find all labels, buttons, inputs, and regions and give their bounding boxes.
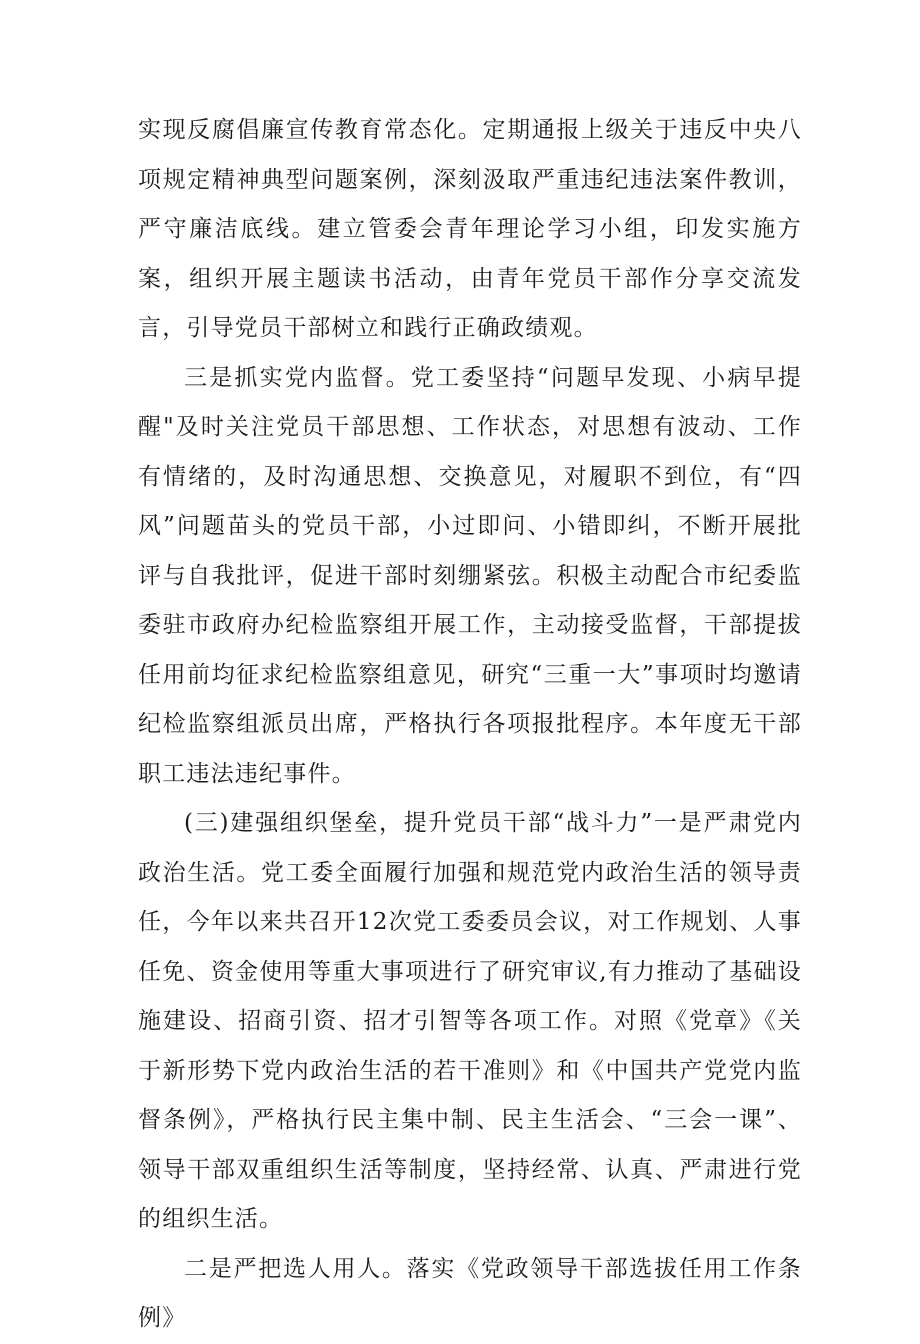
paragraph-party-supervision: 三是抓实党内监督。党工委坚持“问题早发现、小病早提醒"及时关注党员干部思想、工作状态，对思想有波动、工作有情绪的，及时沟通思想、交换意见，对履职不到位，有“四风”问题苗头的党员干部，小过即问、小错即纠，不断开展批评与自我批评，促进干部时刻绷紧弦。积极主动配合市纪委监委驻市政府办纪检监察组开展工作，主动接受监督，干部提拔任用前均征求纪检监察组意见，研究“三重一大”事项时均邀请纪检监察组派员出席，严格执行各项报批程序。本年度无干部职工违法违纪事件。 bbox=[138, 364, 802, 787]
paragraph-personnel-selection: 二是严把选人用人。落实《党政领导干部选拔任用工作条例》 bbox=[138, 1255, 802, 1331]
document-body bbox=[138, 106, 802, 1344]
paragraph-organization-building: (三)建强组织堡垒，提升党员干部“战斗力”一是严肃党内政治生活。党工委全面履行加强和规范党内政治生活的领导责任，今年以来共召开12次党工委委员会议，对工作规划、人事任免、资金使用等重大事项进行了研究审议,有力推动了基础设施建设、招商引资、招才引智等各项工作。对照《党章》《关于新形势下党内政治生活的若干准则》和《中国共产党党内监督条例》，严格执行民主集中制、民主生活会、“三会一课”、领导干部双重组织生活等制度，坚持经常、认真、严肃进行党的组织生活。 bbox=[138, 810, 802, 1232]
paragraph-anti-corruption-education: 实现反腐倡廉宣传教育常态化。定期通报上级关于违反中央八项规定精神典型问题案例，深刻汲取严重违纪违法案件教训，严守廉洁底线。建立管委会青年理论学习小组，印发实施方案，组织开展主题读书活动，由青年党员干部作分享交流发言，引导党员干部树立和践行正确政绩观。 bbox=[138, 117, 802, 341]
